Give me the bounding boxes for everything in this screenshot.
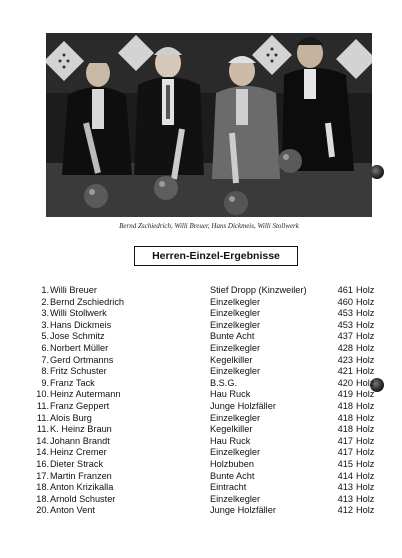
results-table [36, 285, 386, 517]
player-name: Fritz Schuster [50, 366, 107, 377]
result-row [36, 366, 386, 378]
player-name: Bernd Zschiedrich [50, 296, 125, 307]
rank: 3. [41, 308, 49, 319]
result-row [36, 505, 386, 517]
score-unit: Holz [356, 447, 375, 458]
club-name: Einzelkegler [210, 296, 261, 307]
score-unit: Holz [356, 342, 375, 353]
rank: 11. [36, 424, 49, 435]
score-unit: Holz [356, 493, 375, 504]
score-unit: Holz [356, 424, 375, 435]
result-row [36, 389, 386, 401]
score: 418 [337, 424, 353, 435]
result-row [36, 343, 386, 355]
score-unit: Holz [356, 377, 375, 388]
score: 453 [337, 319, 353, 330]
score-unit: Holz [356, 331, 375, 342]
result-row [36, 459, 386, 471]
club-name: Eintracht [210, 482, 247, 493]
player-name: Heinz Autermann [50, 389, 121, 400]
club-name: Hau Ruck [210, 389, 251, 400]
club-name: Junge Holzfäller [210, 400, 276, 411]
result-row [36, 320, 386, 332]
score: 421 [337, 366, 353, 377]
score-unit: Holz [356, 296, 375, 307]
punch-hole-top [370, 165, 384, 179]
team-photo [46, 33, 372, 217]
result-row [36, 447, 386, 459]
score: 413 [337, 493, 353, 504]
score: 414 [337, 470, 353, 481]
rank: 11. [36, 400, 49, 411]
result-row [36, 297, 386, 309]
score-unit: Holz [356, 354, 375, 365]
club-name: Einzelkegler [210, 319, 261, 330]
score: 417 [337, 447, 353, 458]
rank: 3. [41, 319, 49, 330]
result-row [36, 331, 386, 343]
score: 423 [337, 354, 353, 365]
result-row [36, 494, 386, 506]
score: 461 [337, 285, 353, 295]
result-row [36, 471, 386, 483]
rank: 11. [36, 412, 49, 423]
club-name: Kegelkiller [210, 354, 253, 365]
player-name: Alois Burg [50, 412, 92, 423]
score: 420 [337, 377, 353, 388]
score: 428 [337, 342, 353, 353]
rank: 1. [41, 285, 49, 295]
rank: 2. [41, 296, 49, 307]
player-name: Dieter Strack [50, 458, 104, 469]
result-row [36, 355, 386, 367]
rank: 17. [36, 470, 49, 481]
result-row [36, 436, 386, 448]
player-name: Franz Tack [50, 377, 95, 388]
player-name: Hans Dickmeis [50, 319, 112, 330]
player-name: Arnold Schuster [50, 493, 116, 504]
player-name: Franz Geppert [50, 400, 110, 411]
club-name: Bunte Acht [210, 470, 255, 481]
score-unit: Holz [356, 319, 375, 330]
score: 413 [337, 482, 353, 493]
club-name: Einzelkegler [210, 342, 261, 353]
club-name: Bunte Acht [210, 331, 255, 342]
result-row [36, 285, 386, 297]
score-unit: Holz [356, 400, 375, 411]
club-name: Holzbuben [210, 458, 254, 469]
club-name: Einzelkegler [210, 447, 261, 458]
score: 415 [337, 458, 353, 469]
result-row [36, 424, 386, 436]
result-row [36, 482, 386, 494]
score: 412 [337, 505, 353, 516]
result-row [36, 413, 386, 425]
score: 417 [337, 435, 353, 446]
score: 418 [337, 400, 353, 411]
player-name: Willi Stollwerk [50, 308, 107, 319]
rank: 5. [41, 331, 49, 342]
club-name: B.S.G. [210, 377, 238, 388]
player-name: Anton Krizikalla [50, 482, 114, 493]
photo-caption: Bernd Zschiedrich, Willi Breuer, Hans Dickmeis, Willi Stollwerk [119, 222, 299, 230]
score: 460 [337, 296, 353, 307]
rank: 9. [41, 377, 49, 388]
rank: 7. [41, 354, 49, 365]
player-name: Johann Brandt [50, 435, 110, 446]
rank: 18. [36, 482, 49, 493]
player-name: Martin Franzen [50, 470, 112, 481]
results-title: Herren-Einzel-Ergebnisse [134, 246, 298, 266]
score-unit: Holz [356, 285, 375, 295]
score-unit: Holz [356, 470, 375, 481]
result-row [36, 401, 386, 413]
rank: 14. [36, 447, 49, 458]
player-name: Heinz Cremer [50, 447, 107, 458]
bowlers-photo-illustration [46, 33, 372, 217]
score: 453 [337, 308, 353, 319]
player-name: Anton Vent [50, 505, 95, 516]
score-unit: Holz [356, 482, 375, 493]
player-name: Norbert Müller [50, 342, 109, 353]
club-name: Junge Holzfäller [210, 505, 276, 516]
rank: 6. [41, 342, 49, 353]
rank: 18. [36, 493, 49, 504]
rank: 8. [41, 366, 49, 377]
score-unit: Holz [356, 505, 375, 516]
club-name: Einzelkegler [210, 412, 261, 423]
rank: 20. [36, 505, 49, 516]
result-row [36, 308, 386, 320]
result-row [36, 378, 386, 390]
score: 419 [337, 389, 353, 400]
rank: 14. [36, 435, 49, 446]
player-name: Willi Breuer [50, 285, 97, 295]
club-name: Kegelkiller [210, 424, 253, 435]
score-unit: Holz [356, 412, 375, 423]
player-name: Gerd Ortmanns [50, 354, 114, 365]
score: 418 [337, 412, 353, 423]
club-name: Einzelkegler [210, 366, 261, 377]
score-unit: Holz [356, 458, 375, 469]
club-name: Hau Ruck [210, 435, 251, 446]
rank: 10. [36, 389, 49, 400]
score-unit: Holz [356, 366, 375, 377]
score-unit: Holz [356, 435, 375, 446]
club-name: Einzelkegler [210, 308, 261, 319]
player-name: K. Heinz Braun [50, 424, 112, 435]
rank: 16. [36, 458, 49, 469]
club-name: Stief Dropp (Kinzweiler) [210, 285, 307, 295]
player-name: Jose Schmitz [50, 331, 105, 342]
score-unit: Holz [356, 389, 375, 400]
score-unit: Holz [356, 308, 375, 319]
club-name: Einzelkegler [210, 493, 261, 504]
score: 437 [337, 331, 353, 342]
